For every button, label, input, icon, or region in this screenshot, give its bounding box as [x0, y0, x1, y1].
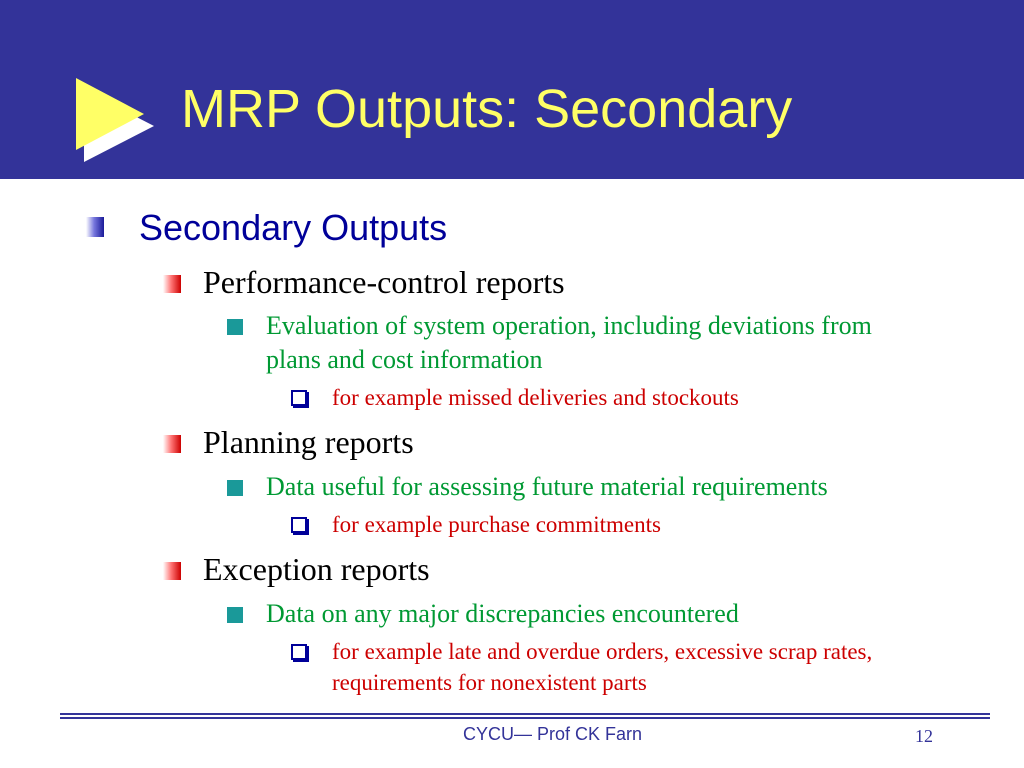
report-detail-performance-line1: Evaluation of system operation, including deviations from [266, 311, 872, 340]
level3-bullet-icon [227, 319, 243, 335]
report-example-exception-line2: requirements for nonexistent parts [332, 670, 647, 695]
report-detail-performance-line2: plans and cost information [266, 345, 543, 374]
checkbox-bullet-icon [291, 517, 307, 533]
footer-divider-bottom [60, 717, 990, 719]
level3-bullet-icon [227, 607, 243, 623]
level3-bullet-icon [227, 480, 243, 496]
report-example-performance: for example missed deliveries and stockouts [332, 385, 739, 410]
report-example-planning: for example purchase commitments [332, 512, 661, 537]
report-detail-planning: Data useful for assessing future material requirements [266, 472, 828, 501]
report-type-exception: Exception reports [203, 551, 430, 587]
report-type-performance: Performance-control reports [203, 264, 565, 300]
outline-heading: Secondary Outputs [139, 207, 448, 248]
level2-bullet-icon [163, 275, 181, 293]
checkbox-bullet-icon [291, 644, 307, 660]
page-number: 12 [915, 726, 933, 746]
level1-bullet-icon [86, 217, 104, 237]
report-example-exception-line1: for example late and overdue orders, excessive scrap rates, [332, 639, 873, 664]
slide-title: MRP Outputs: Secondary [181, 79, 793, 139]
level2-bullet-icon [163, 435, 181, 453]
footer-divider-top [60, 713, 990, 715]
report-detail-exception: Data on any major discrepancies encountered [266, 599, 739, 628]
checkbox-bullet-icon [291, 390, 307, 406]
report-type-planning: Planning reports [203, 424, 414, 460]
footer-credit: CYCU— Prof CK Farn [463, 724, 643, 744]
level2-bullet-icon [163, 562, 181, 580]
